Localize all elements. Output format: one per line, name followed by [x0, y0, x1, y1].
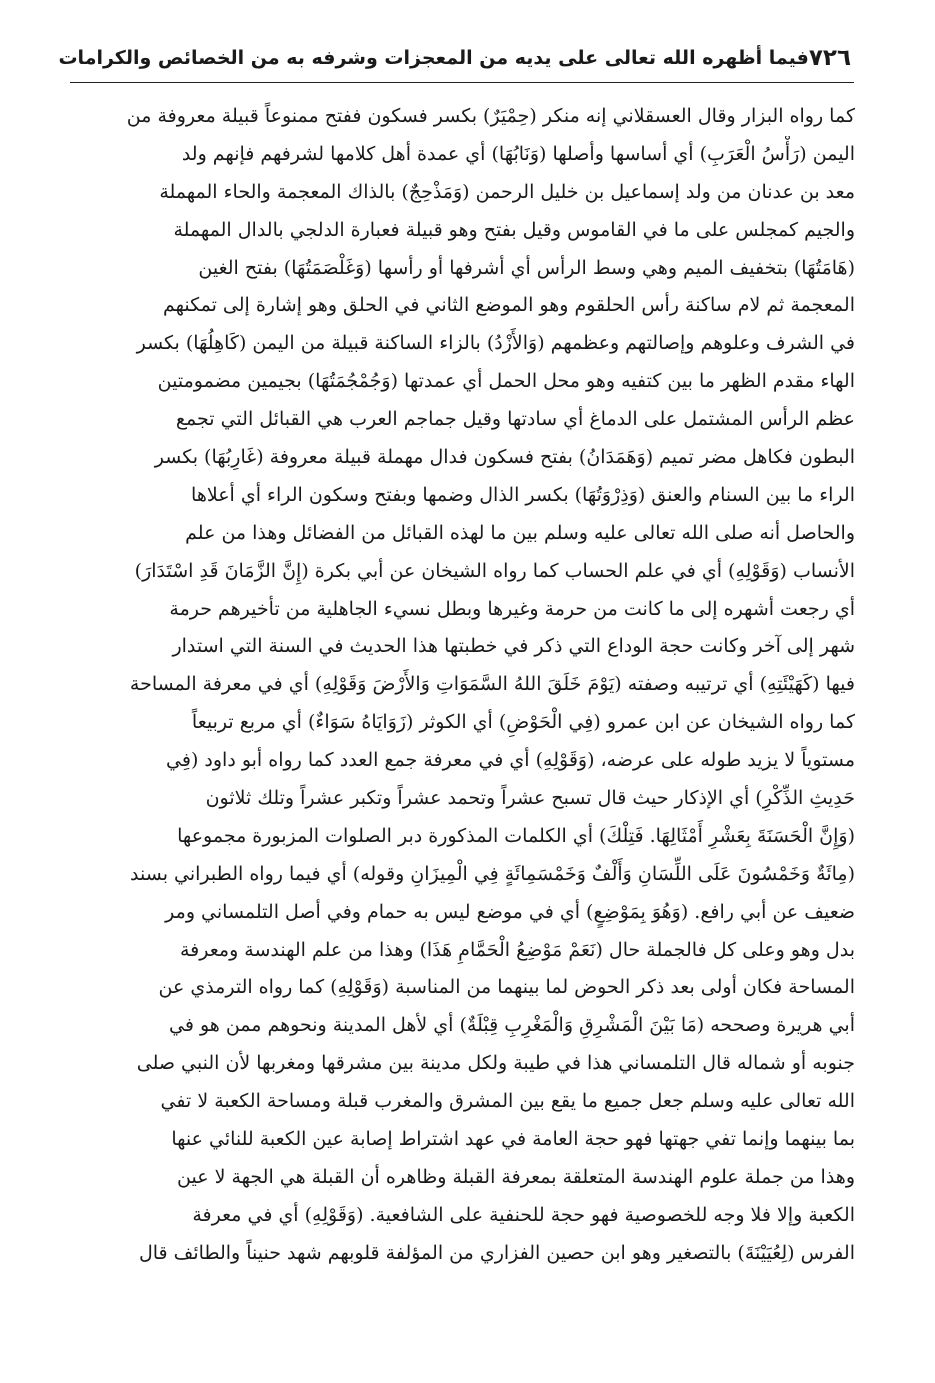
text-line: حَدِيثِ الذِّكْرِ) أي الإذكار حيث قال تسبح عشراً وتحمد عشراً وتكبر عشراً وتلك ثلاثون: [205, 787, 855, 810]
text-line: اليمن (رَأْسُ الْعَرَبِ) أي أساسها وأصلها (وَنَابُهَا) أي عمدة أهل كلامها لشرفهم فإنهم ولد: [181, 142, 855, 165]
text-line: (وَإِنَّ الْحَسَنَةَ بِعَشْرِ أَمْثَالِهَا. فَتِلْكَ) أي الكلمات المذكورة دبر الصلوات المزبورة مجموعها: [177, 824, 855, 847]
text-line: المساحة فكان أولى بعد ذكر الحوض لما بينهما من المناسبة (وَقَوْلِهِ) كما رواه الترمذي عن: [158, 976, 855, 999]
body-text: [70, 98, 855, 1273]
text-line: معد بن عدنان من ولد إسماعيل بن خليل الرحمن (وَمَذْحِجٌ) بالذاك المعجمة والحاء المهملة: [159, 180, 855, 203]
chapter-title: فيما أظهره الله تعالى على يديه من المعجزات وشرفه به من الخصائص والكرامات: [58, 47, 809, 69]
running-header: [58, 34, 851, 82]
text-line: أبي هريرة وصححه (مَا بَيْنَ الْمَشْرِقِ وَالْمَغْرِبِ قِبْلَةٌ) أي لأهل المدينة ونحوهم ممن هو في: [169, 1014, 855, 1037]
text-line: والجيم كمجلس على ما في القاموس وقيل بفتح وهو قبيلة فعبارة الدلجي بالدال المهملة: [173, 218, 855, 241]
text-line: شهر إلى آخر وكانت حجة الوداع التي ذكر في خطبتها هذا الحديث في السنة التي استدار: [172, 635, 855, 658]
text-line: (مِائَةٌ وَخَمْسُونَ عَلَى اللِّسَانِ وَأَلْفٌ وَخَمْسَمِائَةٍ فِي الْمِيزَانِ وقوله) أي فيما رواه الطبراني بسند: [130, 862, 855, 885]
text-line: كما رواه البزار وقال العسقلاني إنه منكر (حِمْيَرٌ) بكسر فسكون ففتح ممنوعاً قبيلة معروفة من: [126, 105, 855, 127]
text-line: الفرس (لِعُيَيْنَةَ) بالتصغير وهو ابن حصين الفزاري من المؤلفة قلوبهم شهد حنيناً والطائف قال: [138, 1241, 855, 1264]
text-line: بدل وهو وعلى كل فالجملة حال (نَعَمْ مَوْضِعُ الْحَمَّامِ هَذَا) وهذا من علم الهندسة ومعرفة: [179, 938, 855, 961]
text-line: بما بينهما وإنما تفي جهتها فهو حجة العامة في عهد اشتراط إصابة عين الكعبة للنائي عنها: [171, 1128, 855, 1151]
text-line: الأنساب (وَقَوْلِهِ) أي في علم الحساب كما رواه الشيخان عن أبي بكرة (إِنَّ الزَّمَانَ قَدِ اسْتَدَارَ): [134, 559, 855, 582]
text-line: جنوبه أو شماله قال التلمساني هذا في طيبة ولكل مدينة بين مشرقها ومغربها لأن النبي صلى: [136, 1052, 855, 1075]
text-line: البطون فكاهل مضر تميم (وَهَمَدَانُ) بفتح فسكون فدال مهملة قبيلة معروفة (غَارِبُهَا) بكسر: [154, 446, 855, 469]
page-number: ٧٢٦: [808, 45, 851, 71]
text-line: والحاصل أنه صلى الله تعالى عليه وسلم بين ما لهذه القبائل من الفضائل وهذا من علم: [185, 521, 855, 544]
header-divider: [70, 82, 854, 83]
text-line: (هَامَتُهَا) بتخفيف الميم وهي وسط الرأس أي أشرفها أو رأسها (وَغَلْصَمَتُهَا) بفتح الغين: [198, 256, 855, 279]
text-line: وهذا من جملة علوم الهندسة المتعلقة بمعرفة القبلة وظاهره أن القبلة هي الجهة لا عين: [177, 1165, 855, 1188]
text-line: أي رجعت أشهره إلى ما كانت من حرمة وغيرها وبطل نسيء الجاهلية من تأخيرهم حرمة: [169, 597, 855, 620]
text-line: فيها (كَهَيْئَتِهِ) أي ترتيبه وصفته (يَوْمَ خَلَقَ اللهُ السَّمَوَاتِ وَالأَرْضَ وَقَوْلِهِ) أي في معرفة المساحة: [129, 673, 855, 696]
text-line: الله تعالى عليه وسلم جعل جميع ما يقع بين المشرق والمغرب قبلة ومساحة الكعبة لا تفي: [160, 1090, 855, 1113]
text-line: في الشرف وعلوهم وإصالتهم وعظمهم (وَالأَزْدُ) بالزاء الساكنة قبيلة من اليمن (كَاهِلُهَا) بكسر: [136, 332, 855, 355]
text-line: كما رواه الشيخان عن ابن عمرو (فِي الْحَوْضِ) أي الكوثر (زَوَايَاهُ سَوَاءٌ) أي مربع تربيعاً: [191, 711, 855, 734]
text-line: مستوياً لا يزيد طوله على عرضه، (وَقَوْلِهِ) أي في معرفة جمع العدد كما رواه أبو داود (فِي: [166, 749, 855, 772]
text-line: عظم الرأس المشتمل على الدماغ أي سادتها وقيل جماجم العرب هي القبائل التي تجمع: [175, 408, 855, 431]
text-line: المعجمة ثم لام ساكنة رأس الحلقوم وهو الموضع الثاني في الحلق وهو إشارة إلى تمكنهم: [162, 294, 855, 317]
text-line: الراء ما بين السنام والعنق (وَذِرْوَتُهَا) بكسر الذال وضمها وبفتح وسكون الراء أي أعلاها: [191, 483, 855, 506]
text-line: ضعيف عن أبي رافع. (وَهُوَ بِمَوْضِعٍ) أي في موضع ليس به حمام وفي أصل التلمساني ومر: [165, 900, 855, 923]
text-line: الهاء مقدم الظهر ما بين كتفيه وهو محل الحمل أي عمدتها (وَجُمْجُمَتُهَا) بجيمين مضمومتين: [157, 370, 855, 393]
text-line: الكعبة وإلا فلا وجه للخصوصية فهو حجة للحنفية على الشافعية. (وَقَوْلِهِ) أي في معرفة: [192, 1203, 855, 1226]
